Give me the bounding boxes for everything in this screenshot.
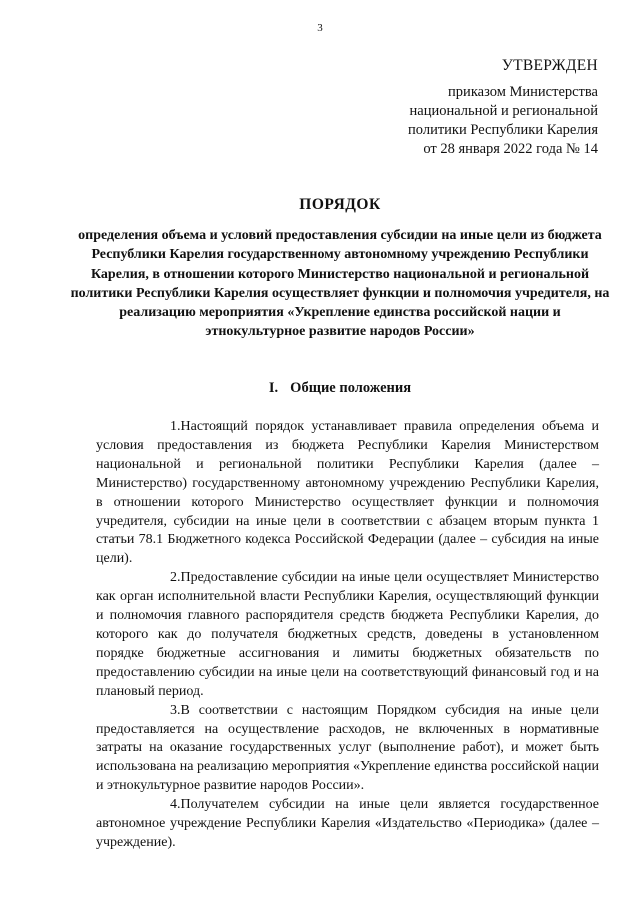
paragraph-text: В соответствии с настоящим Порядком субсидия на иные цели предоставляется на осуществление расходов, не включенных в нормативные затраты на оказание государственных услуг (выполнение работ), и может быть использована на реализацию мероприятия «Укрепление единства российской нации и этнокультурное развитие народов России». bbox=[96, 702, 599, 794]
paragraph bbox=[96, 418, 599, 569]
paragraph bbox=[96, 796, 599, 853]
document-title: ПОРЯДОК bbox=[299, 196, 381, 213]
section-number: I. bbox=[268, 380, 279, 396]
paragraph-number: 3. bbox=[170, 702, 181, 718]
paragraph-number: 4. bbox=[170, 797, 181, 813]
paragraph bbox=[96, 569, 599, 701]
approval-line: от 28 января 2022 года № 14 bbox=[423, 141, 598, 157]
document-subtitle: определения объема и условий предоставления субсидии на иные цели из бюджета Республики Карелия государственному автономному учреждению Республики Карелия, в отношении которого Министерство национальной и региональной политики Республики Карелия осуществляет функции и полномочия учредителя, на реализацию мероприятия «Укрепление единства российской нации и этнокультурное развитие народов России» bbox=[70, 228, 610, 340]
paragraph-text: Получателем субсидии на иные цели является государственное автономное учреждение Республики Карелия «Издательство «Периодика» (далее – учреждение). bbox=[96, 797, 599, 850]
paragraph-list bbox=[96, 418, 599, 853]
paragraph-text: Настоящий порядок устанавливает правила определения объема и условия предоставления из бюджета Республики Карелия Министерством национальной и региональной политики Республики Карелия (далее – Министерство) государственному автономному учреждению Республики Карелия, в отношении которого Министерство осуществляет функции и полномочия учредителя, субсидии на иные цели в соответствии с абзацем вторым пункта 1 статьи 78.1 Бюджетного кодекса Российской Федерации (далее – субсидия на иные цели). bbox=[96, 419, 599, 567]
paragraph-number: 1. bbox=[170, 419, 181, 434]
section-heading bbox=[70, 380, 610, 397]
section-title: Общие положения bbox=[290, 380, 412, 396]
paragraph-text: Предоставление субсидии на иные цели осуществляет Министерство как орган исполнительной власти Республики Карелия, осуществляющий функции и полномочия главного распорядителя средств бюджета Республики Карелия, до которого как до получателя бюджетных средств, доведены в установленном порядке бюджетные ассигнования и лимиты бюджетных обязательств по предоставлению субсидии на иные цели на соответствующий финансовый год и на плановый период. bbox=[96, 570, 599, 699]
paragraph bbox=[96, 702, 599, 797]
approval-line: национальной и региональной bbox=[409, 103, 598, 119]
paragraph-number: 2. bbox=[170, 570, 181, 586]
page-number: 3 bbox=[317, 22, 323, 34]
approval-block bbox=[408, 56, 598, 159]
approval-line: приказом Министерства bbox=[448, 84, 598, 100]
document-title-block bbox=[70, 196, 610, 342]
approval-title: УТВЕРЖДЕН bbox=[501, 57, 598, 74]
approval-line: политики Республики Карелия bbox=[408, 122, 598, 138]
